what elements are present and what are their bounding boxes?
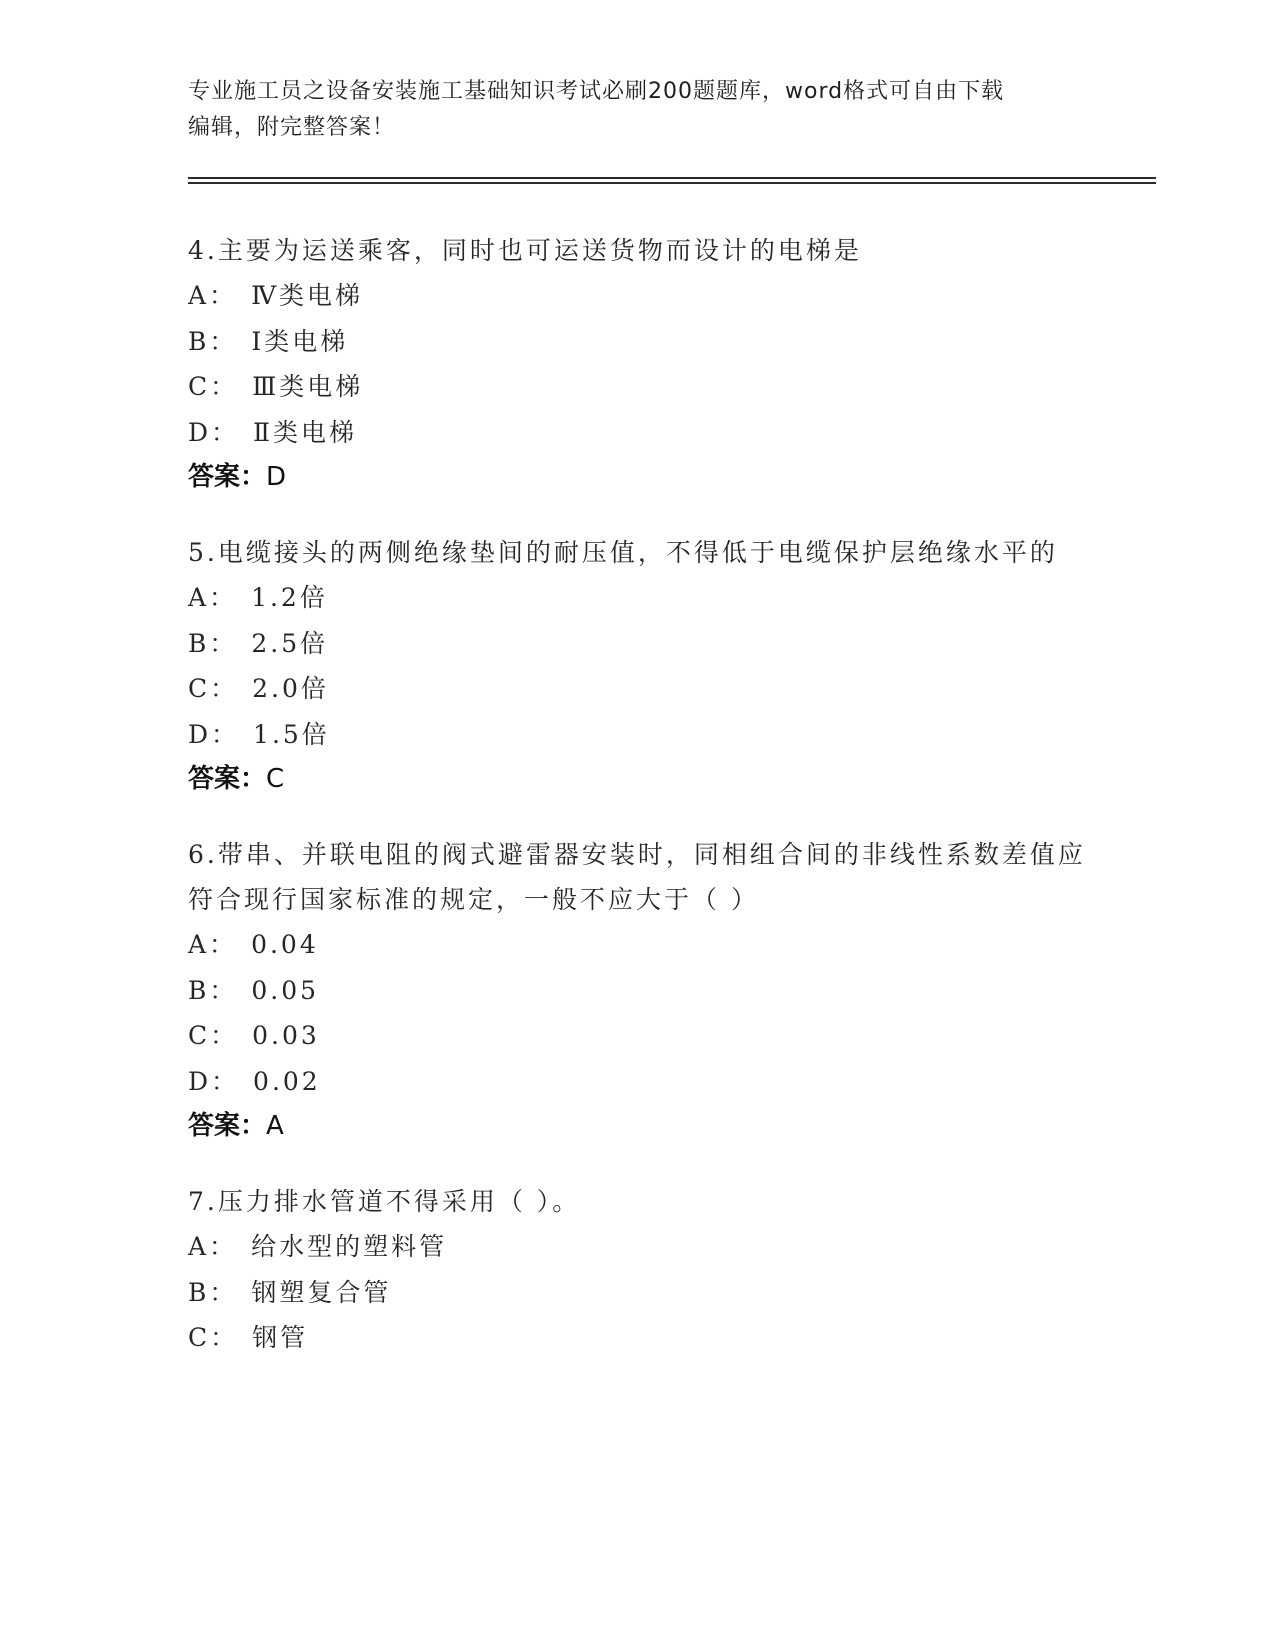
option-d [188, 1059, 1088, 1105]
question-6 [188, 832, 1088, 1149]
option-c [188, 364, 1088, 410]
option-a [188, 575, 1088, 621]
header-divider-top [188, 177, 1156, 179]
option-key: B： [188, 326, 238, 356]
option-a [188, 273, 1088, 319]
question-7 [188, 1179, 1088, 1361]
option-text: 2.5倍 [251, 628, 329, 658]
question-list [188, 228, 1088, 1391]
option-d [188, 712, 1088, 758]
answer-value: C [266, 764, 285, 794]
option-key: D： [188, 1066, 240, 1096]
answer-label: 答案： [188, 462, 267, 492]
option-key: A： [188, 583, 238, 612]
answer-line [188, 757, 1088, 802]
answer-label: 答案： [188, 1111, 267, 1141]
option-key: D： [188, 417, 240, 447]
option-text: Ⅰ类电梯 [251, 326, 349, 356]
answer-label: 答案： [188, 764, 267, 794]
option-a [188, 1224, 1088, 1270]
question-4 [188, 228, 1088, 500]
option-key: C： [188, 674, 239, 703]
question-stem: 7.压力排水管道不得采用（ ）。 [188, 1187, 581, 1216]
option-text: 0.02 [253, 1066, 321, 1096]
option-text: 0.04 [251, 930, 319, 959]
answer-value: A [266, 1111, 284, 1141]
option-c [188, 1013, 1088, 1059]
document-header [188, 74, 1068, 146]
header-title-line-2: 编辑，附完整答案！ [188, 115, 396, 140]
answer-line [188, 1104, 1088, 1149]
option-b [188, 1270, 1088, 1316]
option-key: C： [188, 372, 239, 401]
option-text: Ⅱ类电梯 [253, 417, 358, 447]
question-stem: 6.带串、并联电阻的阀式避雷器安装时，同相组合间的非线性系数差值应符合现行国家标准的规定，一般不应大于（ ） [188, 840, 1086, 914]
option-key: B： [188, 1277, 238, 1307]
option-text: 0.05 [251, 975, 320, 1005]
option-key: A： [188, 281, 238, 310]
option-key: C： [188, 1323, 239, 1352]
option-text: 2.0倍 [252, 674, 329, 703]
option-text: 钢管 [252, 1323, 309, 1352]
answer-line [188, 455, 1088, 500]
question-stem: 5.电缆接头的两侧绝缘垫间的耐压值，不得低于电缆保护层绝缘水平的 [188, 538, 1058, 567]
option-text: 1.5倍 [253, 719, 330, 749]
option-c [188, 1315, 1088, 1361]
option-d [188, 410, 1088, 456]
option-text: 1.2倍 [251, 583, 328, 612]
question-5 [188, 530, 1088, 802]
option-key: B： [188, 975, 238, 1005]
header-divider-bottom [188, 182, 1156, 184]
option-text: Ⅲ类电梯 [252, 372, 364, 401]
option-key: C： [188, 1021, 239, 1050]
option-b [188, 968, 1088, 1014]
option-b [188, 319, 1088, 365]
header-title-line-1: 专业施工员之设备安装施工基础知识考试必刷200题题库，word格式可自由下载 [188, 79, 1005, 104]
option-c [188, 666, 1088, 712]
option-key: A： [188, 930, 238, 959]
question-stem: 4.主要为运送乘客，同时也可运送货物而设计的电梯是 [188, 236, 862, 265]
answer-value: D [266, 462, 287, 492]
option-text: 钢塑复合管 [251, 1277, 392, 1307]
option-text: 0.03 [252, 1021, 320, 1050]
option-text: 给水型的塑料管 [251, 1232, 448, 1261]
option-key: D： [188, 719, 240, 749]
option-a [188, 922, 1088, 968]
option-text: Ⅳ类电梯 [251, 281, 364, 310]
option-b [188, 621, 1088, 667]
option-key: A： [188, 1232, 238, 1261]
option-key: B： [188, 628, 238, 658]
